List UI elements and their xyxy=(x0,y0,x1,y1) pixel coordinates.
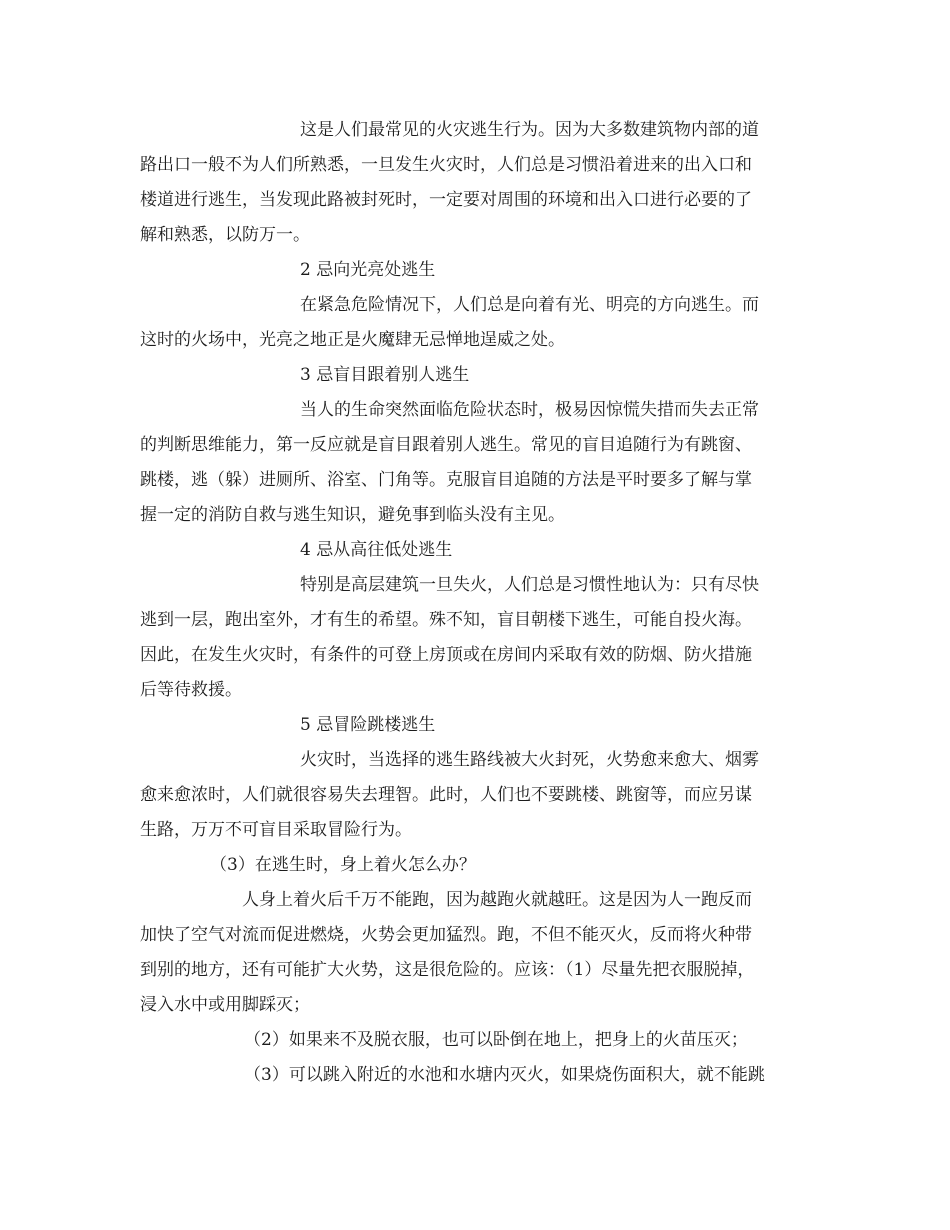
text-line: 路出口一般不为人们所熟悉，一旦发生火灾时，人们总是习惯沿着进来的出入口和 xyxy=(140,155,752,175)
text-line: 特别是高层建筑一旦失火，人们总是习惯性地认为：只有尽快 xyxy=(300,575,759,595)
section-heading: 4 忌从高往低处逃生 xyxy=(300,540,453,560)
section-heading: 5 忌冒险跳楼逃生 xyxy=(300,715,436,735)
text-line: 当人的生命突然面临危险状态时，极易因惊慌失措而失去正常 xyxy=(300,400,759,420)
text-line: 这是人们最常见的火灾逃生行为。因为大多数建筑物内部的道 xyxy=(300,120,759,140)
section-heading: 2 忌向光亮处逃生 xyxy=(300,260,436,280)
text-line: 浸入水中或用脚踩灭； xyxy=(140,995,310,1015)
text-line: 到别的地方，还有可能扩大火势，这是很危险的。应该：（1）尽量先把衣服脱掉， xyxy=(140,960,755,980)
text-line: 握一定的消防自救与逃生知识，避免事到临头没有主见。 xyxy=(140,505,565,525)
text-line: 愈来愈浓时，人们就很容易失去理智。此时，人们也不要跳楼、跳窗等，而应另谋 xyxy=(140,785,752,805)
text-line: 楼道进行逃生，当发现此路被封死时，一定要对周围的环境和出入口进行必要的了 xyxy=(140,190,752,210)
text-line: 跳楼，逃（躲）进厕所、浴室、门角等。克服盲目追随的方法是平时要多了解与掌 xyxy=(140,470,752,490)
text-line: 因此，在发生火灾时，有条件的可登上房顶或在房间内采取有效的防烟、防火措施 xyxy=(140,645,752,665)
section-heading: （3）在逃生时，身上着火怎么办？ xyxy=(210,855,476,875)
text-line: 的判断思维能力，第一反应就是盲目跟着别人逃生。常见的盲目追随行为有跳窗、 xyxy=(140,435,752,455)
section-heading: 3 忌盲目跟着别人逃生 xyxy=(300,365,470,385)
text-line: 后等待救援。 xyxy=(140,680,242,700)
text-line: 逃到一层，跑出室外，才有生的希望。殊不知，盲目朝楼下逃生，可能自投火海。 xyxy=(140,610,752,630)
text-line: 这时的火场中，光亮之地正是火魔肆无忌惮地逞威之处。 xyxy=(140,330,565,350)
text-line: 解和熟悉，以防万一。 xyxy=(140,225,310,245)
text-line: 在紧急危险情况下，人们总是向着有光、明亮的方向逃生。而 xyxy=(300,295,759,315)
text-line: 生路，万万不可盲目采取冒险行为。 xyxy=(140,820,412,840)
text-line: 火灾时，当选择的逃生路线被大火封死，火势愈来愈大、烟雾 xyxy=(300,750,759,770)
list-item: （3）可以跳入附近的水池和水塘内灭火，如果烧伤面积大，就不能跳 xyxy=(244,1065,765,1085)
list-item: （2）如果来不及脱衣服，也可以卧倒在地上，把身上的火苗压灭； xyxy=(244,1030,748,1050)
text-line: 加快了空气对流而促进燃烧，火势会更加猛烈。跑，不但不能灭火，反而将火种带 xyxy=(140,925,752,945)
text-line: 人身上着火后千万不能跑，因为越跑火就越旺。这是因为人一跑反而 xyxy=(242,890,752,910)
